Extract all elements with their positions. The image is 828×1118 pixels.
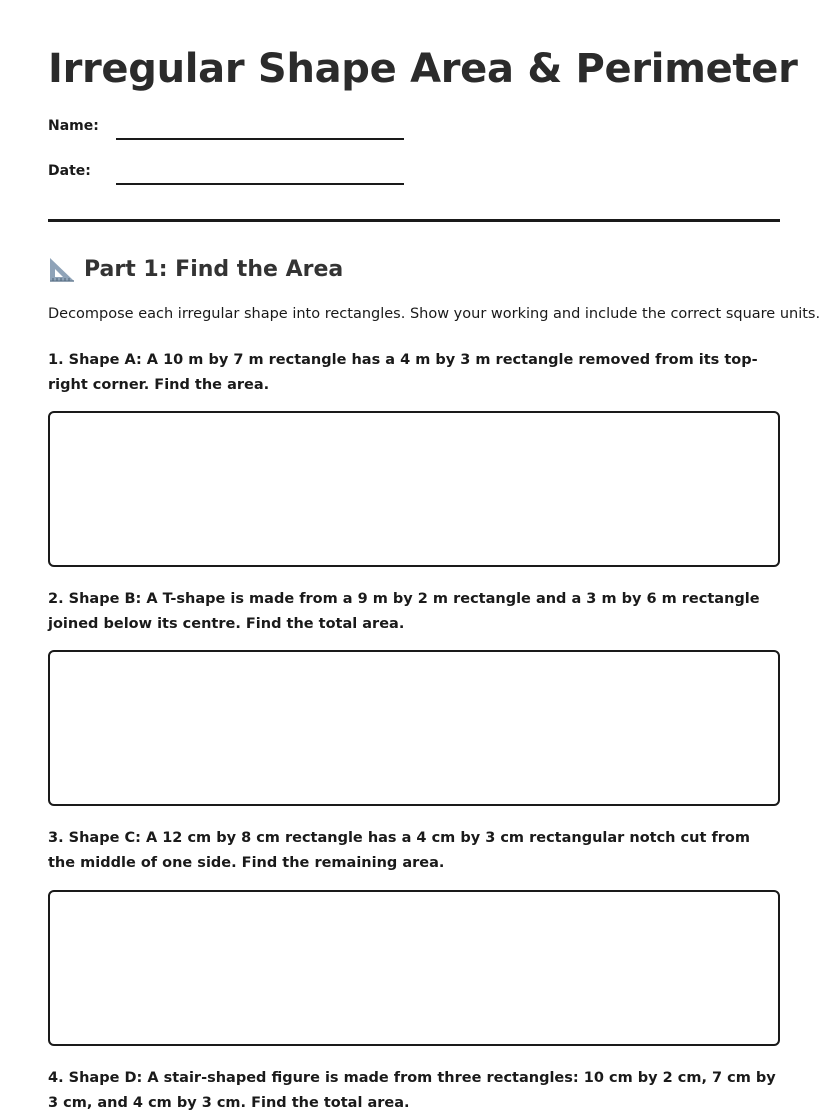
answer-box-3[interactable] [48,890,780,1046]
triangle-ruler-icon [48,255,76,283]
name-label: Name: [48,118,99,134]
section-heading [48,255,343,283]
name-field-row [48,118,404,134]
header-divider [48,219,780,222]
answer-box-2[interactable] [48,650,780,806]
section-heading-text: Part 1: Find the Area [84,256,344,282]
page-title: Irregular Shape Area & Perimeter [48,46,798,92]
answer-box-1[interactable] [48,411,780,567]
instructions: Decompose each irregular shape into rectangles. Show your working and include the correct square units. [48,306,821,322]
name-input-line[interactable] [116,138,404,140]
question-4: 4. Shape D: A stair-shaped figure is made from three rectangles: 10 cm by 2 cm, 7 cm by 3 cm, and 4 cm by 3 cm. Find the total area. [48,1070,776,1111]
date-field-row [48,163,404,179]
date-label: Date: [48,163,91,179]
question-3: 3. Shape C: A 12 cm by 8 cm rectangle has a 4 cm by 3 cm rectangular notch cut from the middle of one side. Find the remaining area. [48,830,750,871]
question-2: 2. Shape B: A T-shape is made from a 9 m by 2 m rectangle and a 3 m by 6 m rectangle joined below its centre. Find the total area. [48,591,760,632]
question-1: 1. Shape A: A 10 m by 7 m rectangle has a 4 m by 3 m rectangle removed from its top-right corner. Find the area. [48,352,758,393]
date-input-line[interactable] [116,183,404,185]
